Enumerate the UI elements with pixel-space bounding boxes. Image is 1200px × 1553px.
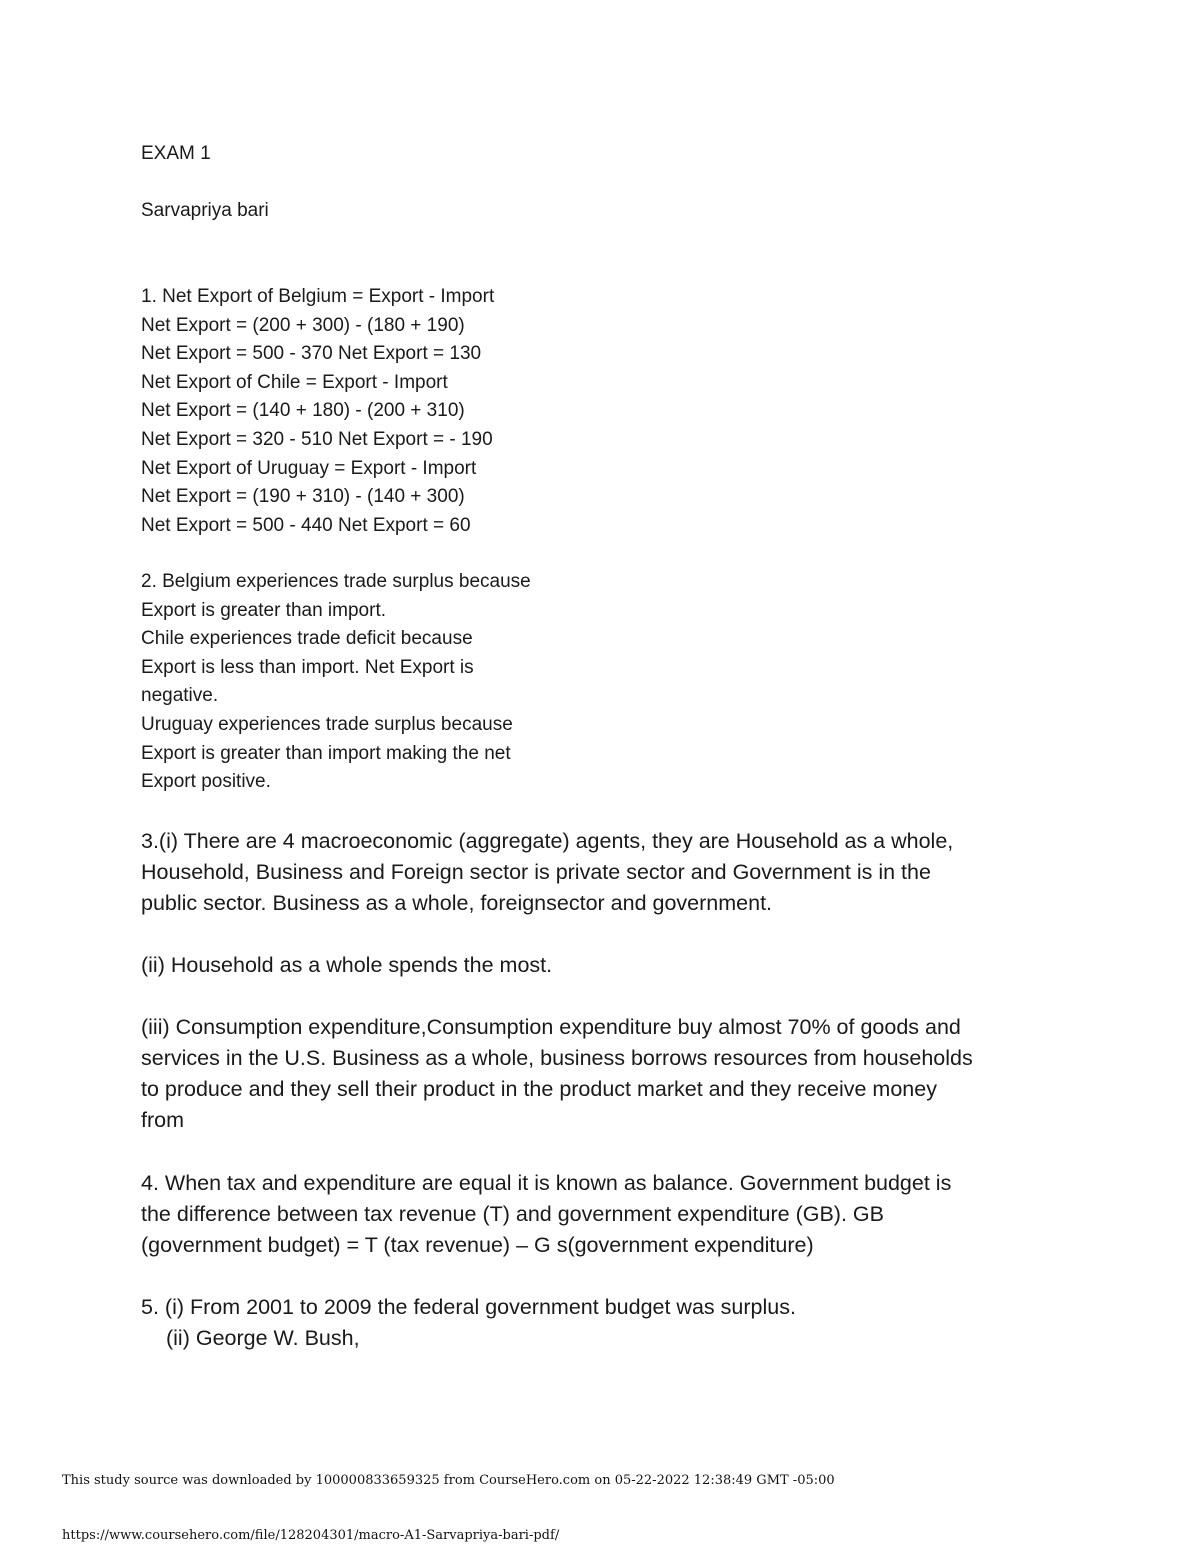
q1-line: Net Export = 500 - 370 Net Export = 130 [141, 343, 482, 364]
q3-iii-line: to produce and they sell their product in the product market and they receive money [141, 1077, 937, 1101]
download-notice: This study source was downloaded by 100000833659325 from CourseHero.com on 05-22-2022 12:38:49 GMT -05:00 [62, 1473, 835, 1488]
author-name: Sarvapriya bari [141, 200, 269, 221]
q1-line: Net Export = (190 + 310) - (140 + 300) [141, 486, 465, 507]
q2-line: Export is less than import. Net Export is [141, 657, 474, 678]
q4-line: (government budget) = T (tax revenue) – G s(government expenditure) [141, 1233, 814, 1257]
q2-line: Export positive. [141, 771, 271, 792]
q1-line: Net Export = 500 - 440 Net Export = 60 [141, 515, 471, 536]
q2-line: Export is greater than import making the net [141, 743, 511, 764]
q2-line: 2. Belgium experiences trade surplus because [141, 571, 531, 592]
q4-line: 4. When tax and expenditure are equal it is known as balance. Government budget is [141, 1171, 952, 1195]
q3-i-line: 3.(i) There are 4 macroeconomic (aggregate) agents, they are Household as a whole, [141, 829, 954, 853]
q1-line: Net Export of Uruguay = Export - Import [141, 458, 477, 479]
q3-iii-line: services in the U.S. Business as a whole, business borrows resources from households [141, 1046, 973, 1070]
q1-line: Net Export of Chile = Export - Import [141, 372, 448, 393]
q3-i-line: public sector. Business as a whole, foreignsector and government. [141, 891, 773, 915]
q4-line: the difference between tax revenue (T) and government expenditure (GB). GB [141, 1202, 884, 1226]
q5-i-line: 5. (i) From 2001 to 2009 the federal government budget was surplus. [141, 1295, 796, 1319]
q2-line: Export is greater than import. [141, 600, 386, 621]
q1-line: Net Export = (140 + 180) - (200 + 310) [141, 400, 465, 421]
q3-ii-line: (ii) Household as a whole spends the most. [141, 953, 553, 977]
q2-line: Uruguay experiences trade surplus because [141, 714, 513, 735]
q1-line: 1. Net Export of Belgium = Export - Import [141, 286, 495, 307]
q5-ii-line: (ii) George W. Bush, [166, 1326, 360, 1350]
source-url[interactable]: https://www.coursehero.com/file/128204301/macro-A1-Sarvapriya-bari-pdf/ [62, 1528, 560, 1543]
q2-line: negative. [141, 685, 219, 706]
q3-iii-line: (iii) Consumption expenditure,Consumption expenditure buy almost 70% of goods and [141, 1015, 961, 1039]
exam-title: EXAM 1 [141, 143, 211, 164]
q3-iii-line: from [141, 1108, 184, 1132]
q1-line: Net Export = (200 + 300) - (180 + 190) [141, 315, 465, 336]
q3-i-line: Household, Business and Foreign sector is private sector and Government is in the [141, 860, 931, 884]
q2-line: Chile experiences trade deficit because [141, 628, 473, 649]
q1-line: Net Export = 320 - 510 Net Export = - 190 [141, 429, 493, 450]
